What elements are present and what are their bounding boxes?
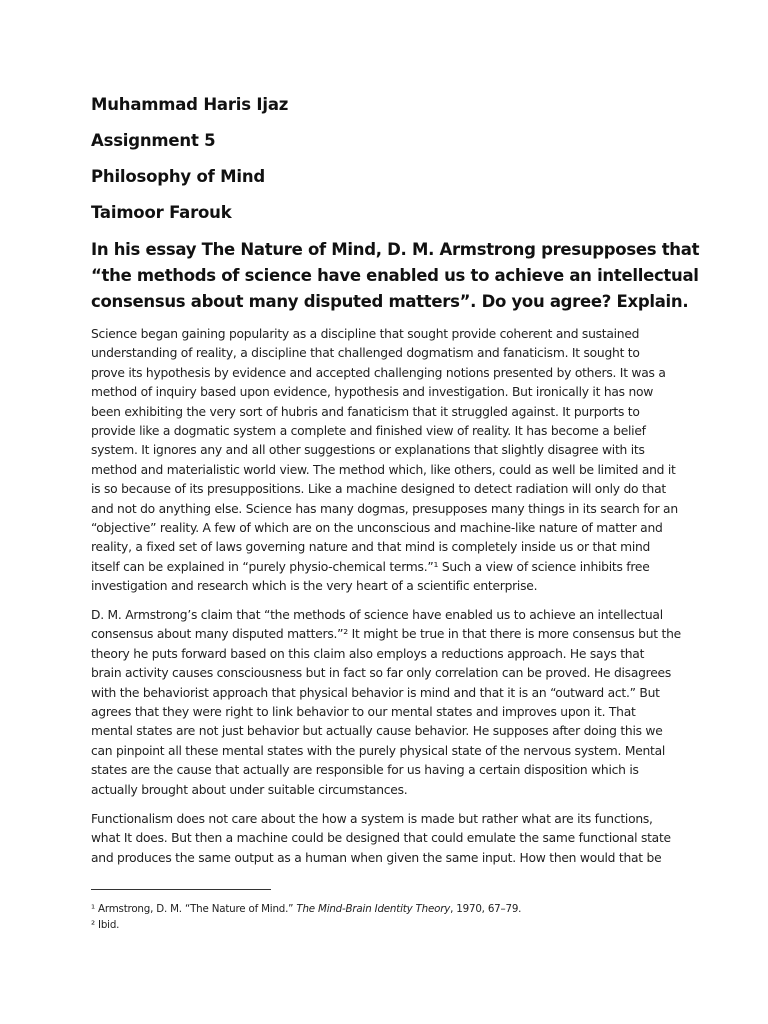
text-line: understanding of reality, a discipline that challenged dogmatism and fanaticism. It sought to <box>91 346 640 361</box>
text-line: agrees that they were right to link behavior to our mental states and improves upon it. That <box>91 705 636 720</box>
text-line: method of inquiry based upon evidence, hypothesis and investigation. But ironically it has now <box>91 385 654 400</box>
text-line: consensus about many disputed matters.”² It might be true in that there is more consensus but the <box>91 627 681 642</box>
text-line: brain activity causes consciousness but in fact so far only correlation can be proved. He disagrees <box>91 666 672 681</box>
footnotes <box>91 901 691 933</box>
text-line: investigation and research which is the very heart of a scientific enterprise. <box>91 579 538 594</box>
text-line: “objective” reality. A few of which are on the unconscious and machine-like nature of matter and <box>91 521 663 536</box>
question-heading <box>91 237 700 315</box>
text-line: itself can be explained in “purely physio-chemical terms.”¹ Such a view of science inhibits free <box>91 559 650 574</box>
text-line: is so because of its presuppositions. Like a machine designed to detect radiation will only do that <box>91 482 666 497</box>
text-line: mental states are not just behavior but actually cause behavior. He supposes after doing this we <box>91 724 663 739</box>
footnote-1-prefix: ¹ Armstrong, D. M. “The Nature of Mind.” <box>91 903 297 915</box>
question-line: “the methods of science have enabled us to achieve an intellectual <box>91 266 699 285</box>
text-line: provide like a dogmatic system a complete and finished view of reality. It has become a belief <box>91 424 646 439</box>
question-line: In his essay The Nature of Mind, D. M. Armstrong presupposes that <box>91 240 700 259</box>
course-title: Philosophy of Mind <box>91 167 265 186</box>
footnote-1-title: The Mind-Brain Identity Theory <box>296 903 451 915</box>
footnote-separator <box>91 889 271 890</box>
text-line: what It does. But then a machine could be designed that could emulate the same functional state <box>91 831 671 846</box>
text-line: with the behaviorist approach that physical behavior is mind and that it is an “outward act.” But <box>91 685 660 700</box>
question-line: consensus about many disputed matters”. Do you agree? Explain. <box>91 292 689 311</box>
text-line: Science began gaining popularity as a discipline that sought provide coherent and sustained <box>91 327 640 341</box>
assignment-number: Assignment 5 <box>91 131 216 150</box>
text-line: Functionalism does not care about the how a system is made but rather what are its functions, <box>91 812 653 826</box>
text-line: D. M. Armstrong’s claim that “the methods of science have enabled us to achieve an intellectual <box>91 608 663 622</box>
text-line: system. It ignores any and all other suggestions or explanations that slightly disagree with its <box>91 443 645 458</box>
footnote-1 <box>91 901 691 917</box>
paragraph-3 <box>91 810 691 868</box>
text-line: can pinpoint all these mental states with the purely physical state of the nervous system. Mental <box>91 743 666 758</box>
footnote-1-suffix: , 1970, 67–79. <box>450 903 522 915</box>
text-line: actually brought about under suitable circumstances. <box>91 782 408 797</box>
text-line: theory he puts forward based on this claim also employs a reductions approach. He says that <box>91 646 645 661</box>
text-line: and produces the same output as a human when given the same input. How then would that be <box>91 850 662 865</box>
instructor-name: Taimoor Farouk <box>91 203 232 222</box>
footnote-2: ² Ibid. <box>91 919 120 931</box>
author-name: Muhammad Haris Ijaz <box>91 95 289 114</box>
text-line: and not do anything else. Science has many dogmas, presupposes many things in its search for an <box>91 501 678 516</box>
text-line: prove its hypothesis by evidence and accepted challenging notions presented by others. It was a <box>91 365 666 380</box>
text-line: reality, a fixed set of laws governing nature and that mind is completely inside us or that mind <box>91 540 651 555</box>
paragraph-1 <box>91 325 691 597</box>
text-line: states are the cause that actually are responsible for us having a certain disposition which is <box>91 763 639 778</box>
text-line: method and materialistic world view. The method which, like others, could as well be limited and it <box>91 462 676 477</box>
paragraph-2 <box>91 606 691 800</box>
text-line: been exhibiting the very sort of hubris and fanaticism that it struggled against. It purports to <box>91 404 640 419</box>
